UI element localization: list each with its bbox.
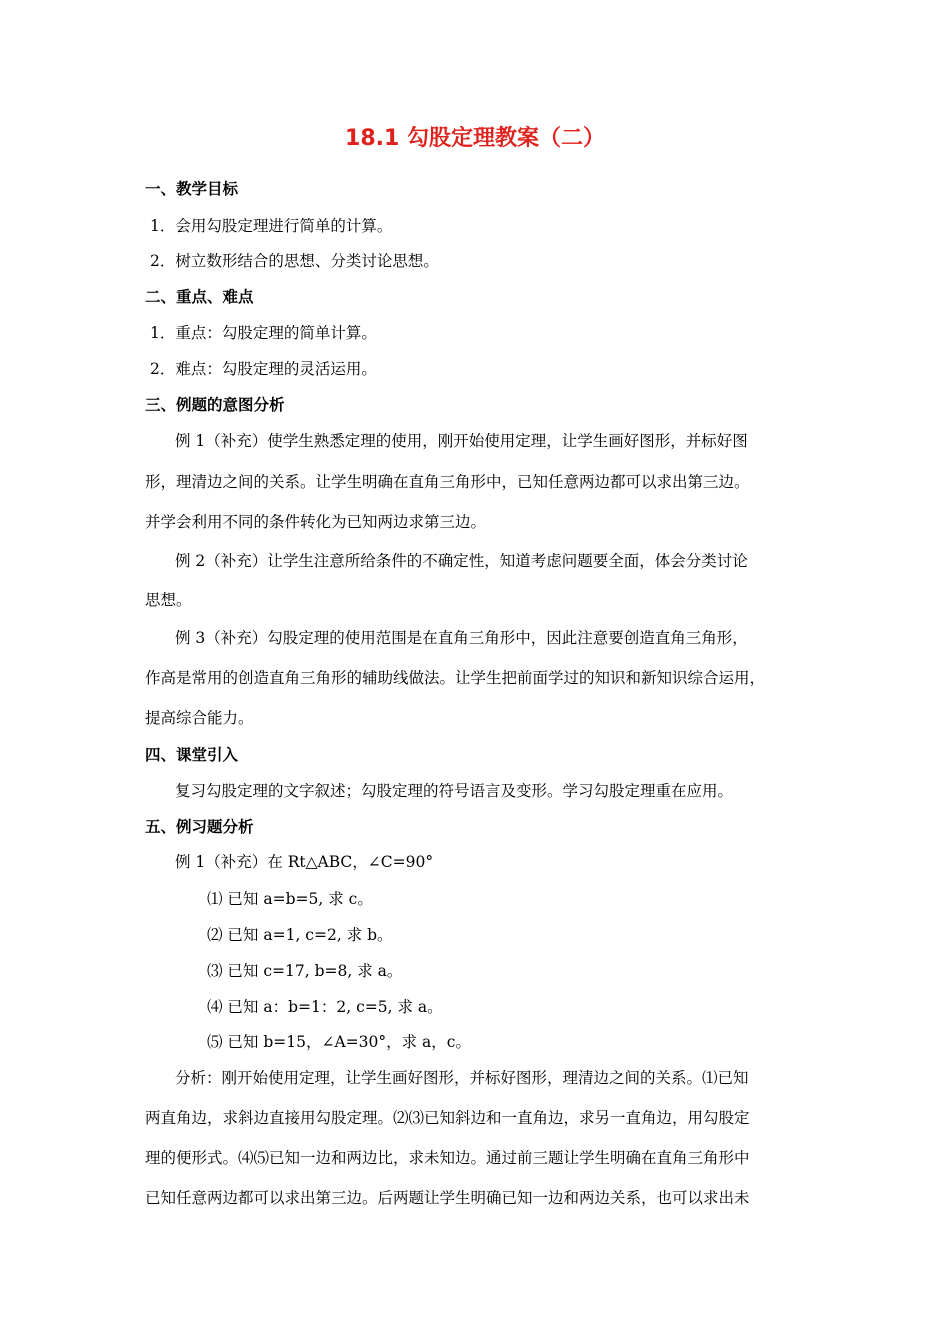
analysis-line: 分析：刚开始使用定理，让学生画好图形，并标好图形，理清边之间的关系。⑴已知 xyxy=(175,1069,749,1087)
document-title: 18.1 勾股定理教案（二） xyxy=(345,126,605,151)
section-heading-objectives: 一、教学目标 xyxy=(145,180,239,198)
paragraph-line: 并学会利用不同的条件转化为已知两边求第三边。 xyxy=(145,513,487,531)
exercise-item: ⑷ 已知 a：b=1：2, c=5, 求 a。 xyxy=(207,998,443,1016)
exercise-item: ⑵ 已知 a=1, c=2, 求 b。 xyxy=(207,926,393,944)
exercise-item: ⑴ 已知 a=b=5, 求 c。 xyxy=(207,890,373,908)
exercise-item: ⑸ 已知 b=15，∠A=30°，求 a，c。 xyxy=(207,1033,471,1051)
section-heading-exercise-analysis: 五、例习题分析 xyxy=(145,818,254,836)
key-point-item: 1．重点：勾股定理的简单计算。 xyxy=(150,324,377,342)
section-heading-lesson-intro: 四、课堂引入 xyxy=(145,746,239,764)
objective-item: 2．树立数形结合的思想、分类讨论思想。 xyxy=(150,252,439,270)
section-heading-key-points: 二、重点、难点 xyxy=(145,288,254,306)
section-heading-example-intent: 三、例题的意图分析 xyxy=(145,396,285,414)
paragraph-line: 作高是常用的创造直角三角形的辅助线做法。让学生把前面学过的知识和新知识综合运用， xyxy=(145,669,766,687)
exercise-item: ⑶ 已知 c=17, b=8, 求 a。 xyxy=(207,962,403,980)
paragraph-line: 例 1（补充）使学生熟悉定理的使用，刚开始使用定理，让学生画好图形，并标好图 xyxy=(175,432,748,450)
objective-item: 1．会用勾股定理进行简单的计算。 xyxy=(150,217,393,235)
paragraph-line: 思想。 xyxy=(145,591,192,609)
paragraph-line: 形，理清边之间的关系。让学生明确在直角三角形中，已知任意两边都可以求出第三边。 xyxy=(145,473,750,491)
paragraph-line: 例 2（补充）让学生注意所给条件的不确定性，知道考虑问题要全面，体会分类讨论 xyxy=(175,552,748,570)
key-point-item: 2．难点：勾股定理的灵活运用。 xyxy=(150,360,377,378)
analysis-line: 两直角边，求斜边直接用勾股定理。⑵⑶已知斜边和一直角边，求另一直角边，用勾股定 xyxy=(145,1109,750,1127)
analysis-line: 理的便形式。⑷⑸已知一边和两边比，求未知边。通过前三题让学生明确在直角三角形中 xyxy=(145,1149,750,1167)
example-statement: 例 1（补充）在 Rt△ABC，∠C=90° xyxy=(175,853,434,871)
paragraph-line: 提高综合能力。 xyxy=(145,709,254,727)
analysis-line: 已知任意两边都可以求出第三边。后两题让学生明确已知一边和两边关系，也可以求出未 xyxy=(145,1189,750,1207)
paragraph-line: 复习勾股定理的文字叙述；勾股定理的符号语言及变形。学习勾股定理重在应用。 xyxy=(175,782,734,800)
paragraph-line: 例 3（补充）勾股定理的使用范围是在直角三角形中，因此注意要创造直角三角形， xyxy=(175,629,748,647)
